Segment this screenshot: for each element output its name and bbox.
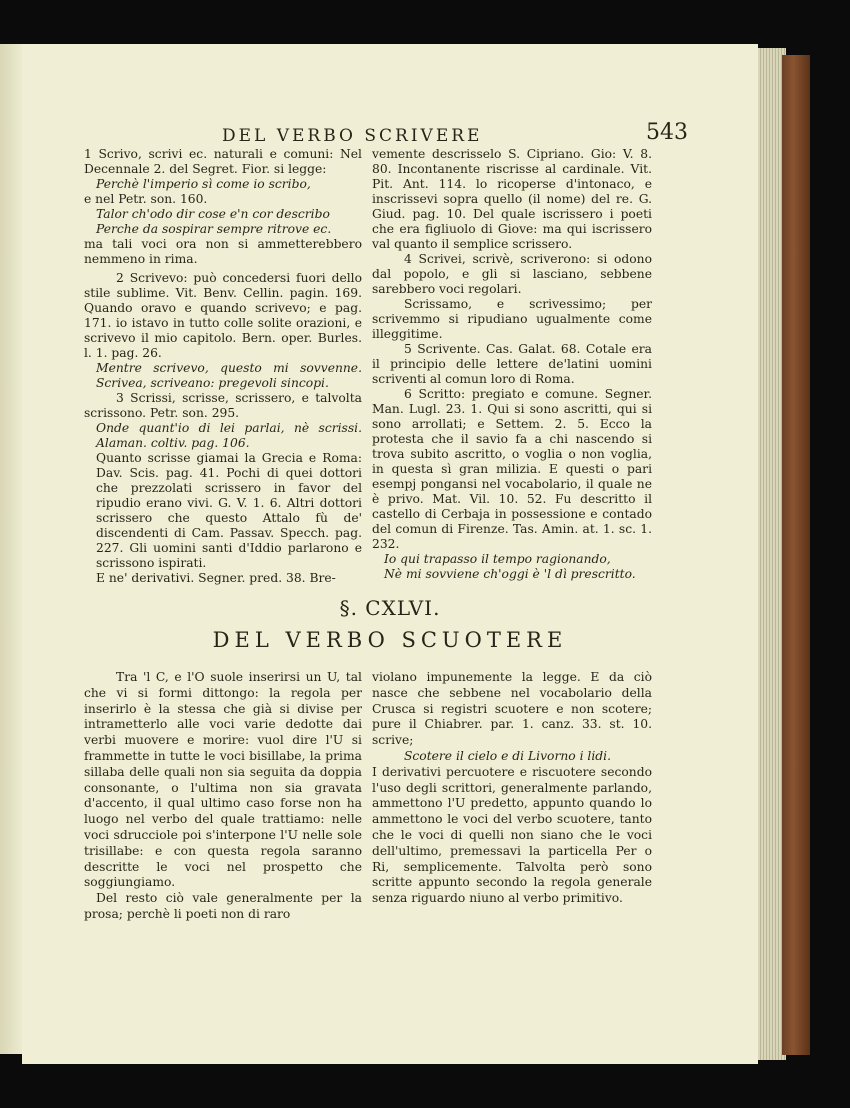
paragraph: E ne' derivativi. Segner. pred. 38. Bre-	[96, 571, 336, 585]
paragraph: Scrissamo, e scrivessimo; per scrivemmo si ripudiano ugualmente come illeggitime.	[372, 297, 652, 341]
column-d	[372, 670, 652, 907]
book-cover	[782, 55, 810, 1055]
column-b	[372, 147, 652, 582]
section-number: §. CXLVI.	[339, 596, 441, 620]
paragraph: 1 Scrivo, scrivi ec. naturali e comuni: Nel Decennale 2. del Segret. Fior. si legge:	[84, 147, 362, 176]
paragraph: 3 Scrissi, scrisse, scrissero, e talvolta scrissono. Petr. son. 295.	[84, 391, 362, 420]
verse-line: Nè mi sovviene ch'oggi è 'l dì prescritto.	[384, 567, 636, 581]
paragraph: ma tali voci ora non si ammetterebbero nemmeno in rima.	[84, 237, 362, 266]
column-c	[84, 670, 362, 923]
paragraph: I derivativi percuotere e riscuotere secondo l'uso degli scrittori, generalmente parlando, ammettono l'U predetto, appunto quando lo ammettono le voci del verbo scuotere, tanto che le voci di quelli non siano che le voci dell'ultimo, premessavi la particella Per o Ri, semplicemente. Talvolta però sono scritte appunto secondo la regola generale senza riguardo niuno al verbo primitivo.	[372, 764, 652, 906]
paragraph: e nel Petr. son. 160.	[84, 192, 208, 206]
verse-line: Perche da sospirar sempre ritrove ec.	[96, 222, 332, 236]
paragraph: 6 Scritto: pregiato e comune. Segner. Man. Lugl. 23. 1. Qui si sono ascritti, qui si sono arrollati; e Settem. 2. 5. Ecco la protesta che il savio fa a chi nascendo si trova subito ascritto, o voglia o non voglia, in questa sì gran milizia. E questi o pari esempj pongansi nel vocabolario, il quale ne è privo. Mat. Vil. 10. 52. Fu descritto il castello di Cerbaja in possessione e contado del comun di Firenze. Tas. Amin. at. 1. sc. 1. 232.	[372, 387, 652, 551]
paragraph: violano impunemente la legge. E da ciò nasce che sebbene nel vocabolario della Crusca si registri scuotere e non scotere; pure il Chiabrer. par. 1. canz. 33. st. 10. scrive;	[372, 670, 652, 748]
paragraph: Quanto scrisse giamai la Grecia e Roma: Dav. Scis. pag. 41. Pochi di quei dottori che prezzolati scrissero in favor del ripudio erano vivi. G. V. 1. 6. Altri dottori scrissero che questo Attalo fù de' discendenti di Cam. Passav. Specch. pag. 227. Gli uomini santi d'Iddio parlarono e scrissono ispirati.	[96, 451, 362, 570]
paragraph: Tra 'l C, e l'O suole inserirsi un U, tal che vi si formi dittongo: la regola per inserirlo è la stessa che già si divise per intrametterlo alle voci varie dedotte dai verbi muovere e morire: vuol dire l'U si frammette in tutte le voci bisillabe, la prima sillaba delle quali non sia seguita da doppia consonante, o l'ultima non sia gravata d'accento, il qual ultimo caso forse non ha luogo nel verbo del quale trattiamo: nelle voci sdrucciole poi s'interpone l'U nelle sole trisillabe: e con questa regola saranno descritte le voci nel prospetto che soggiungiamo.	[84, 670, 362, 890]
verse-line: Onde quant'io di lei parlai, nè scrissi. Alaman. coltiv. pag. 106.	[96, 421, 362, 450]
verse-line: Talor ch'odo dir cose e'n cor describo	[96, 207, 330, 221]
paragraph: 4 Scrivei, scrivè, scriverono: si odono dal popolo, e gli si lasciano, sebbene sarebbero voci regolari.	[372, 252, 652, 296]
page-number: 543	[646, 120, 688, 145]
paragraph: Del resto ciò vale generalmente per la prosa; perchè li poeti non di raro	[84, 891, 362, 921]
paragraph: vemente descrisselo S. Cipriano. Gio: V. 8. 80. Incontanente riscrisse al cardinale. Vit. Pit. Ant. 114. lo ricoperse d'intonaco, e inscrissevi sopra quello (il nome) del re. G. Giud. pag. 10. Del quale iscrissero i poeti che era figliuolo di Giove: ma qui iscrissero val quanto il semplice scrissero.	[372, 147, 652, 251]
paragraph: 5 Scrivente. Cas. Galat. 68. Cotale era il principio delle lettere de'latini uomini scriventi al comun loro di Roma.	[372, 342, 652, 386]
left-page-edge	[0, 44, 23, 1054]
header-title: DEL VERBO SCRIVERE	[222, 126, 483, 146]
book-page	[22, 44, 758, 1064]
verse-line: Mentre scrivevo, questo mi sovvenne. Scrivea, scriveano: pregevoli sincopi.	[96, 361, 362, 390]
section-title: DEL VERBO SCUOTERE	[212, 628, 568, 652]
paragraph: 2 Scrivevo: può concedersi fuori dello stile sublime. Vit. Benv. Cellin. pagin. 169. Quando oravo e quando scrivevo; e pag. 171. io istavo in tutto colle solite orazioni, e scrivevo il mio capitolo. Bern. oper. Burles. l. 1. pag. 26.	[84, 271, 362, 360]
verse-line: Scotere il cielo e di Livorno i lidi.	[404, 748, 611, 763]
column-a	[84, 147, 362, 586]
verse-line: Io qui trapasso il tempo ragionando,	[384, 552, 611, 566]
verse-line: Perchè l'imperio sì come io scribo,	[96, 177, 311, 191]
